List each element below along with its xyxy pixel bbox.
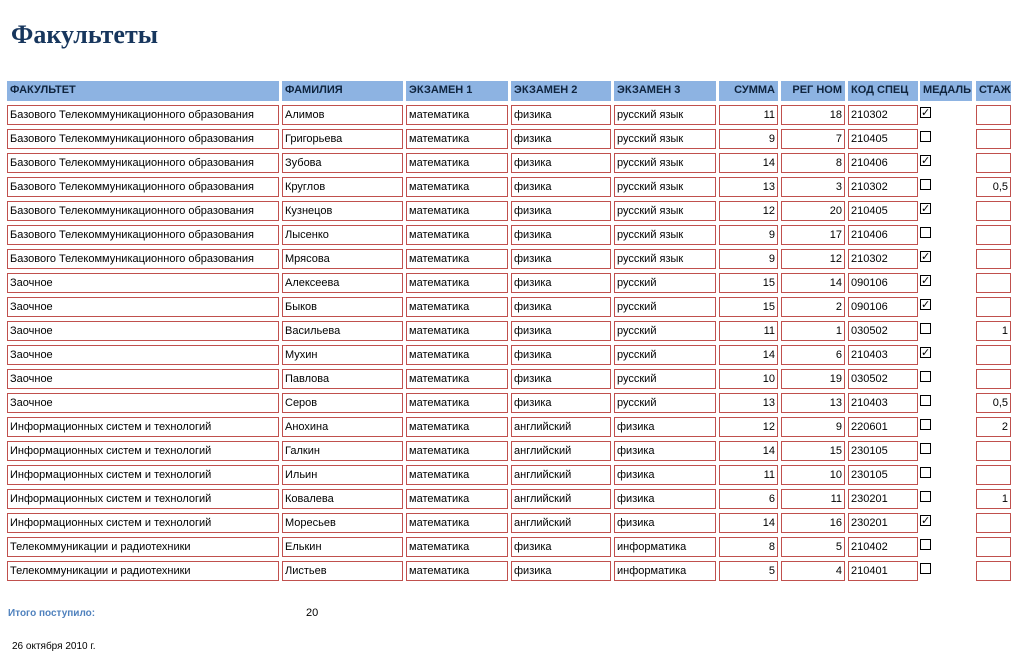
surname-cell[interactable]: Мрясова xyxy=(282,249,403,269)
spec-code-cell[interactable]: 220601 xyxy=(848,417,918,437)
exam1-cell[interactable]: математика xyxy=(406,177,508,197)
reg-num-cell[interactable]: 9 xyxy=(781,417,845,437)
spec-code-cell[interactable]: 210406 xyxy=(848,225,918,245)
report-date: 26 октября 2010 г. xyxy=(12,641,96,652)
exam3-cell[interactable]: русский язык xyxy=(614,177,716,197)
reg-num-cell[interactable]: 2 xyxy=(781,297,845,317)
exam2-cell[interactable]: физика xyxy=(511,105,611,125)
stazh-cell[interactable] xyxy=(976,513,1011,533)
stazh-cell[interactable] xyxy=(976,345,1011,365)
exam2-cell[interactable]: английский xyxy=(511,441,611,461)
exam1-cell[interactable]: математика xyxy=(406,129,508,149)
stazh-cell[interactable] xyxy=(976,129,1011,149)
exam3-cell[interactable]: русский xyxy=(614,369,716,389)
sum-cell[interactable]: 10 xyxy=(719,369,778,389)
exam1-cell[interactable]: математика xyxy=(406,393,508,413)
table-row xyxy=(0,321,1023,341)
table-row xyxy=(0,297,1023,317)
table-row xyxy=(0,369,1023,389)
surname-cell[interactable]: Кузнецов xyxy=(282,201,403,221)
stazh-cell[interactable] xyxy=(976,225,1011,245)
medal-checkbox[interactable]: ✓ xyxy=(921,250,931,263)
reg-num-cell[interactable]: 18 xyxy=(781,105,845,125)
faculty-cell[interactable]: Информационных систем и технологий xyxy=(7,489,279,509)
exam3-cell[interactable]: русский язык xyxy=(614,201,716,221)
exam3-cell[interactable]: физика xyxy=(614,513,716,533)
medal-checkbox[interactable] xyxy=(920,323,931,334)
medal-checkbox[interactable] xyxy=(920,419,931,430)
stazh-cell[interactable] xyxy=(976,201,1011,221)
faculty-cell[interactable]: Заочное xyxy=(7,369,279,389)
reg-num-cell[interactable]: 13 xyxy=(781,393,845,413)
exam2-cell[interactable]: физика xyxy=(511,537,611,557)
spec-code-cell[interactable]: 210403 xyxy=(848,345,918,365)
spec-code-cell[interactable]: 210302 xyxy=(848,249,918,269)
exam2-cell[interactable]: английский xyxy=(511,465,611,485)
exam1-cell[interactable]: математика xyxy=(406,417,508,437)
faculty-cell[interactable]: Базового Телекоммуникационного образования xyxy=(7,177,279,197)
reg-num-cell[interactable]: 6 xyxy=(781,345,845,365)
surname-cell[interactable]: Алимов xyxy=(282,105,403,125)
stazh-cell[interactable] xyxy=(976,273,1011,293)
reg-num-cell[interactable]: 4 xyxy=(781,561,845,581)
table-row xyxy=(0,177,1023,197)
spec-code-cell[interactable]: 210406 xyxy=(848,153,918,173)
table-row xyxy=(0,129,1023,149)
stazh-cell[interactable] xyxy=(976,561,1011,581)
table-row xyxy=(0,393,1023,413)
faculty-cell[interactable]: Базового Телекоммуникационного образования xyxy=(7,201,279,221)
exam2-cell[interactable]: физика xyxy=(511,201,611,221)
reg-num-cell[interactable]: 16 xyxy=(781,513,845,533)
exam3-cell[interactable]: русский xyxy=(614,273,716,293)
spec-code-cell[interactable]: 210403 xyxy=(848,393,918,413)
reg-num-cell[interactable]: 11 xyxy=(781,489,845,509)
table-row xyxy=(0,465,1023,485)
exam1-cell[interactable]: математика xyxy=(406,537,508,557)
faculty-cell[interactable]: Заочное xyxy=(7,297,279,317)
exam3-cell[interactable]: русский язык xyxy=(614,249,716,269)
surname-cell[interactable]: Васильева xyxy=(282,321,403,341)
faculty-cell[interactable]: Заочное xyxy=(7,345,279,365)
faculty-cell[interactable]: Заочное xyxy=(7,393,279,413)
exam1-cell[interactable]: математика xyxy=(406,201,508,221)
exam3-cell[interactable]: русский xyxy=(614,393,716,413)
exam2-cell[interactable]: физика xyxy=(511,249,611,269)
reg-num-cell[interactable]: 17 xyxy=(781,225,845,245)
exam3-cell[interactable]: физика xyxy=(614,441,716,461)
sum-cell[interactable]: 12 xyxy=(719,417,778,437)
exam3-cell[interactable]: информатика xyxy=(614,561,716,581)
table-row xyxy=(0,273,1023,293)
spec-code-cell[interactable]: 030502 xyxy=(848,321,918,341)
faculty-cell[interactable]: Базового Телекоммуникационного образования xyxy=(7,249,279,269)
spec-code-cell[interactable]: 230201 xyxy=(848,489,918,509)
exam3-cell[interactable]: физика xyxy=(614,489,716,509)
medal-checkbox[interactable] xyxy=(920,131,931,142)
exam2-cell[interactable]: физика xyxy=(511,297,611,317)
sum-cell[interactable]: 6 xyxy=(719,489,778,509)
exam1-cell[interactable]: математика xyxy=(406,297,508,317)
spec-code-cell[interactable]: 030502 xyxy=(848,369,918,389)
table-row xyxy=(0,201,1023,221)
medal-checkbox[interactable]: ✓ xyxy=(921,274,931,287)
exam1-cell[interactable]: математика xyxy=(406,513,508,533)
exam1-cell[interactable]: математика xyxy=(406,489,508,509)
stazh-cell[interactable] xyxy=(976,369,1011,389)
surname-cell[interactable]: Листьев xyxy=(282,561,403,581)
surname-cell[interactable]: Григорьева xyxy=(282,129,403,149)
faculty-cell[interactable]: Базового Телекоммуникационного образования xyxy=(7,153,279,173)
surname-cell[interactable]: Алексеева xyxy=(282,273,403,293)
spec-code-cell[interactable]: 230105 xyxy=(848,465,918,485)
exam1-cell[interactable]: математика xyxy=(406,273,508,293)
stazh-cell[interactable] xyxy=(976,297,1011,317)
surname-cell[interactable]: Павлова xyxy=(282,369,403,389)
spec-code-cell[interactable]: 230201 xyxy=(848,513,918,533)
exam3-cell[interactable]: русский язык xyxy=(614,153,716,173)
exam1-cell[interactable]: математика xyxy=(406,465,508,485)
medal-checkbox[interactable] xyxy=(920,491,931,502)
surname-cell[interactable]: Ильин xyxy=(282,465,403,485)
medal-checkbox[interactable] xyxy=(920,467,931,478)
stazh-cell[interactable]: 0,5 xyxy=(976,393,1011,413)
spec-code-cell[interactable]: 210302 xyxy=(848,177,918,197)
faculty-cell[interactable]: Базового Телекоммуникационного образования xyxy=(7,129,279,149)
surname-cell[interactable]: Быков xyxy=(282,297,403,317)
sum-cell[interactable]: 14 xyxy=(719,441,778,461)
reg-num-cell[interactable]: 14 xyxy=(781,273,845,293)
sum-cell[interactable]: 15 xyxy=(719,273,778,293)
faculty-cell[interactable]: Заочное xyxy=(7,273,279,293)
table-row xyxy=(0,153,1023,173)
stazh-cell[interactable]: 0,5 xyxy=(976,177,1011,197)
column-header: ФАКУЛЬТЕТ xyxy=(7,81,279,101)
faculty-cell[interactable]: Телекоммуникации и радиотехники xyxy=(7,537,279,557)
faculty-cell[interactable]: Информационных систем и технологий xyxy=(7,417,279,437)
surname-cell[interactable]: Серов xyxy=(282,393,403,413)
surname-cell[interactable]: Круглов xyxy=(282,177,403,197)
exam2-cell[interactable]: физика xyxy=(511,393,611,413)
spec-code-cell[interactable]: 090106 xyxy=(848,273,918,293)
page-title: Факультеты xyxy=(11,20,159,49)
reg-num-cell[interactable]: 12 xyxy=(781,249,845,269)
medal-checkbox[interactable] xyxy=(920,371,931,382)
reg-num-cell[interactable]: 1 xyxy=(781,321,845,341)
exam3-cell[interactable]: информатика xyxy=(614,537,716,557)
exam1-cell[interactable]: математика xyxy=(406,153,508,173)
exam3-cell[interactable]: русский xyxy=(614,345,716,365)
faculty-cell[interactable]: Заочное xyxy=(7,321,279,341)
stazh-cell[interactable] xyxy=(976,465,1011,485)
medal-checkbox[interactable]: ✓ xyxy=(921,514,931,527)
faculty-cell[interactable]: Информационных систем и технологий xyxy=(7,441,279,461)
surname-cell[interactable]: Елькин xyxy=(282,537,403,557)
medal-checkbox[interactable] xyxy=(920,443,931,454)
sum-cell[interactable]: 11 xyxy=(719,105,778,125)
spec-code-cell[interactable]: 210401 xyxy=(848,561,918,581)
medal-checkbox[interactable] xyxy=(920,395,931,406)
exam2-cell[interactable]: физика xyxy=(511,321,611,341)
exam3-cell[interactable]: русский xyxy=(614,297,716,317)
column-header: СУММА xyxy=(719,81,778,101)
exam2-cell[interactable]: физика xyxy=(511,177,611,197)
medal-checkbox[interactable]: ✓ xyxy=(921,154,931,167)
table-row xyxy=(0,561,1023,581)
stazh-cell[interactable] xyxy=(976,441,1011,461)
exam3-cell[interactable]: русский язык xyxy=(614,105,716,125)
exam3-cell[interactable]: физика xyxy=(614,465,716,485)
column-header: КОД СПЕЦ xyxy=(848,81,918,101)
spec-code-cell[interactable]: 090106 xyxy=(848,297,918,317)
faculty-cell[interactable]: Информационных систем и технологий xyxy=(7,513,279,533)
exam1-cell[interactable]: математика xyxy=(406,345,508,365)
table-row xyxy=(0,249,1023,269)
stazh-cell[interactable] xyxy=(976,537,1011,557)
table-row xyxy=(0,225,1023,245)
exam1-cell[interactable]: математика xyxy=(406,105,508,125)
stazh-cell[interactable] xyxy=(976,153,1011,173)
sum-cell[interactable]: 15 xyxy=(719,297,778,317)
medal-checkbox[interactable] xyxy=(920,227,931,238)
faculty-cell[interactable]: Базового Телекоммуникационного образования xyxy=(7,225,279,245)
total-value: 20 xyxy=(306,607,319,619)
exam2-cell[interactable]: английский xyxy=(511,417,611,437)
spec-code-cell[interactable]: 210402 xyxy=(848,537,918,557)
column-header: МЕДАЛЬ xyxy=(920,81,972,101)
sum-cell[interactable]: 14 xyxy=(719,153,778,173)
exam2-cell[interactable]: физика xyxy=(511,153,611,173)
stazh-cell[interactable]: 1 xyxy=(976,321,1011,341)
table-row xyxy=(0,513,1023,533)
exam2-cell[interactable]: физика xyxy=(511,225,611,245)
total-label: Итого поступило: xyxy=(8,608,96,619)
surname-cell[interactable]: Мухин xyxy=(282,345,403,365)
reg-num-cell[interactable]: 5 xyxy=(781,537,845,557)
exam2-cell[interactable]: английский xyxy=(511,513,611,533)
exam3-cell[interactable]: физика xyxy=(614,417,716,437)
exam3-cell[interactable]: русский язык xyxy=(614,129,716,149)
exam2-cell[interactable]: физика xyxy=(511,561,611,581)
table-row xyxy=(0,105,1023,125)
medal-checkbox[interactable] xyxy=(920,563,931,574)
stazh-cell[interactable]: 2 xyxy=(976,417,1011,437)
column-header: СТАЖ xyxy=(976,81,1011,101)
medal-checkbox[interactable] xyxy=(920,539,931,550)
column-header: ЭКЗАМЕН 3 xyxy=(614,81,716,101)
column-header: ФАМИЛИЯ xyxy=(282,81,403,101)
surname-cell[interactable]: Анохина xyxy=(282,417,403,437)
surname-cell[interactable]: Галкин xyxy=(282,441,403,461)
stazh-cell[interactable] xyxy=(976,105,1011,125)
faculty-cell[interactable]: Телекоммуникации и радиотехники xyxy=(7,561,279,581)
faculty-cell[interactable]: Информационных систем и технологий xyxy=(7,465,279,485)
exam1-cell[interactable]: математика xyxy=(406,441,508,461)
reg-num-cell[interactable]: 10 xyxy=(781,465,845,485)
sum-cell[interactable]: 13 xyxy=(719,393,778,413)
surname-cell[interactable]: Лысенко xyxy=(282,225,403,245)
column-header: РЕГ НОМ xyxy=(781,81,845,101)
spec-code-cell[interactable]: 210405 xyxy=(848,129,918,149)
table-row xyxy=(0,489,1023,509)
table-row xyxy=(0,345,1023,365)
medal-checkbox[interactable] xyxy=(920,179,931,190)
surname-cell[interactable]: Моресьев xyxy=(282,513,403,533)
sum-cell[interactable]: 13 xyxy=(719,177,778,197)
sum-cell[interactable]: 9 xyxy=(719,129,778,149)
spec-code-cell[interactable]: 230105 xyxy=(848,441,918,461)
exam3-cell[interactable]: русский язык xyxy=(614,225,716,245)
table-row xyxy=(0,417,1023,437)
reg-num-cell[interactable]: 8 xyxy=(781,153,845,173)
sum-cell[interactable]: 14 xyxy=(719,345,778,365)
medal-checkbox[interactable]: ✓ xyxy=(921,346,931,359)
exam3-cell[interactable]: русский xyxy=(614,321,716,341)
exam2-cell[interactable]: английский xyxy=(511,489,611,509)
sum-cell[interactable]: 5 xyxy=(719,561,778,581)
sum-cell[interactable]: 14 xyxy=(719,513,778,533)
medal-checkbox[interactable]: ✓ xyxy=(921,298,931,311)
spec-code-cell[interactable]: 210302 xyxy=(848,105,918,125)
exam1-cell[interactable]: математика xyxy=(406,561,508,581)
exam1-cell[interactable]: математика xyxy=(406,369,508,389)
surname-cell[interactable]: Зубова xyxy=(282,153,403,173)
exam2-cell[interactable]: физика xyxy=(511,273,611,293)
reg-num-cell[interactable]: 20 xyxy=(781,201,845,221)
faculty-cell[interactable]: Базового Телекоммуникационного образования xyxy=(7,105,279,125)
table-row xyxy=(0,441,1023,461)
stazh-cell[interactable]: 1 xyxy=(976,489,1011,509)
table-row xyxy=(0,537,1023,557)
column-header: ЭКЗАМЕН 2 xyxy=(511,81,611,101)
exam2-cell[interactable]: физика xyxy=(511,345,611,365)
exam2-cell[interactable]: физика xyxy=(511,129,611,149)
reg-num-cell[interactable]: 15 xyxy=(781,441,845,461)
medal-checkbox[interactable]: ✓ xyxy=(921,106,931,119)
sum-cell[interactable]: 12 xyxy=(719,201,778,221)
sum-cell[interactable]: 9 xyxy=(719,249,778,269)
exam1-cell[interactable]: математика xyxy=(406,225,508,245)
sum-cell[interactable]: 8 xyxy=(719,537,778,557)
medal-checkbox[interactable]: ✓ xyxy=(921,202,931,215)
surname-cell[interactable]: Ковалева xyxy=(282,489,403,509)
reg-num-cell[interactable]: 7 xyxy=(781,129,845,149)
spec-code-cell[interactable]: 210405 xyxy=(848,201,918,221)
reg-num-cell[interactable]: 19 xyxy=(781,369,845,389)
sum-cell[interactable]: 11 xyxy=(719,321,778,341)
exam2-cell[interactable]: физика xyxy=(511,369,611,389)
sum-cell[interactable]: 9 xyxy=(719,225,778,245)
exam1-cell[interactable]: математика xyxy=(406,249,508,269)
reg-num-cell[interactable]: 3 xyxy=(781,177,845,197)
sum-cell[interactable]: 11 xyxy=(719,465,778,485)
exam1-cell[interactable]: математика xyxy=(406,321,508,341)
stazh-cell[interactable] xyxy=(976,249,1011,269)
column-header: ЭКЗАМЕН 1 xyxy=(406,81,508,101)
